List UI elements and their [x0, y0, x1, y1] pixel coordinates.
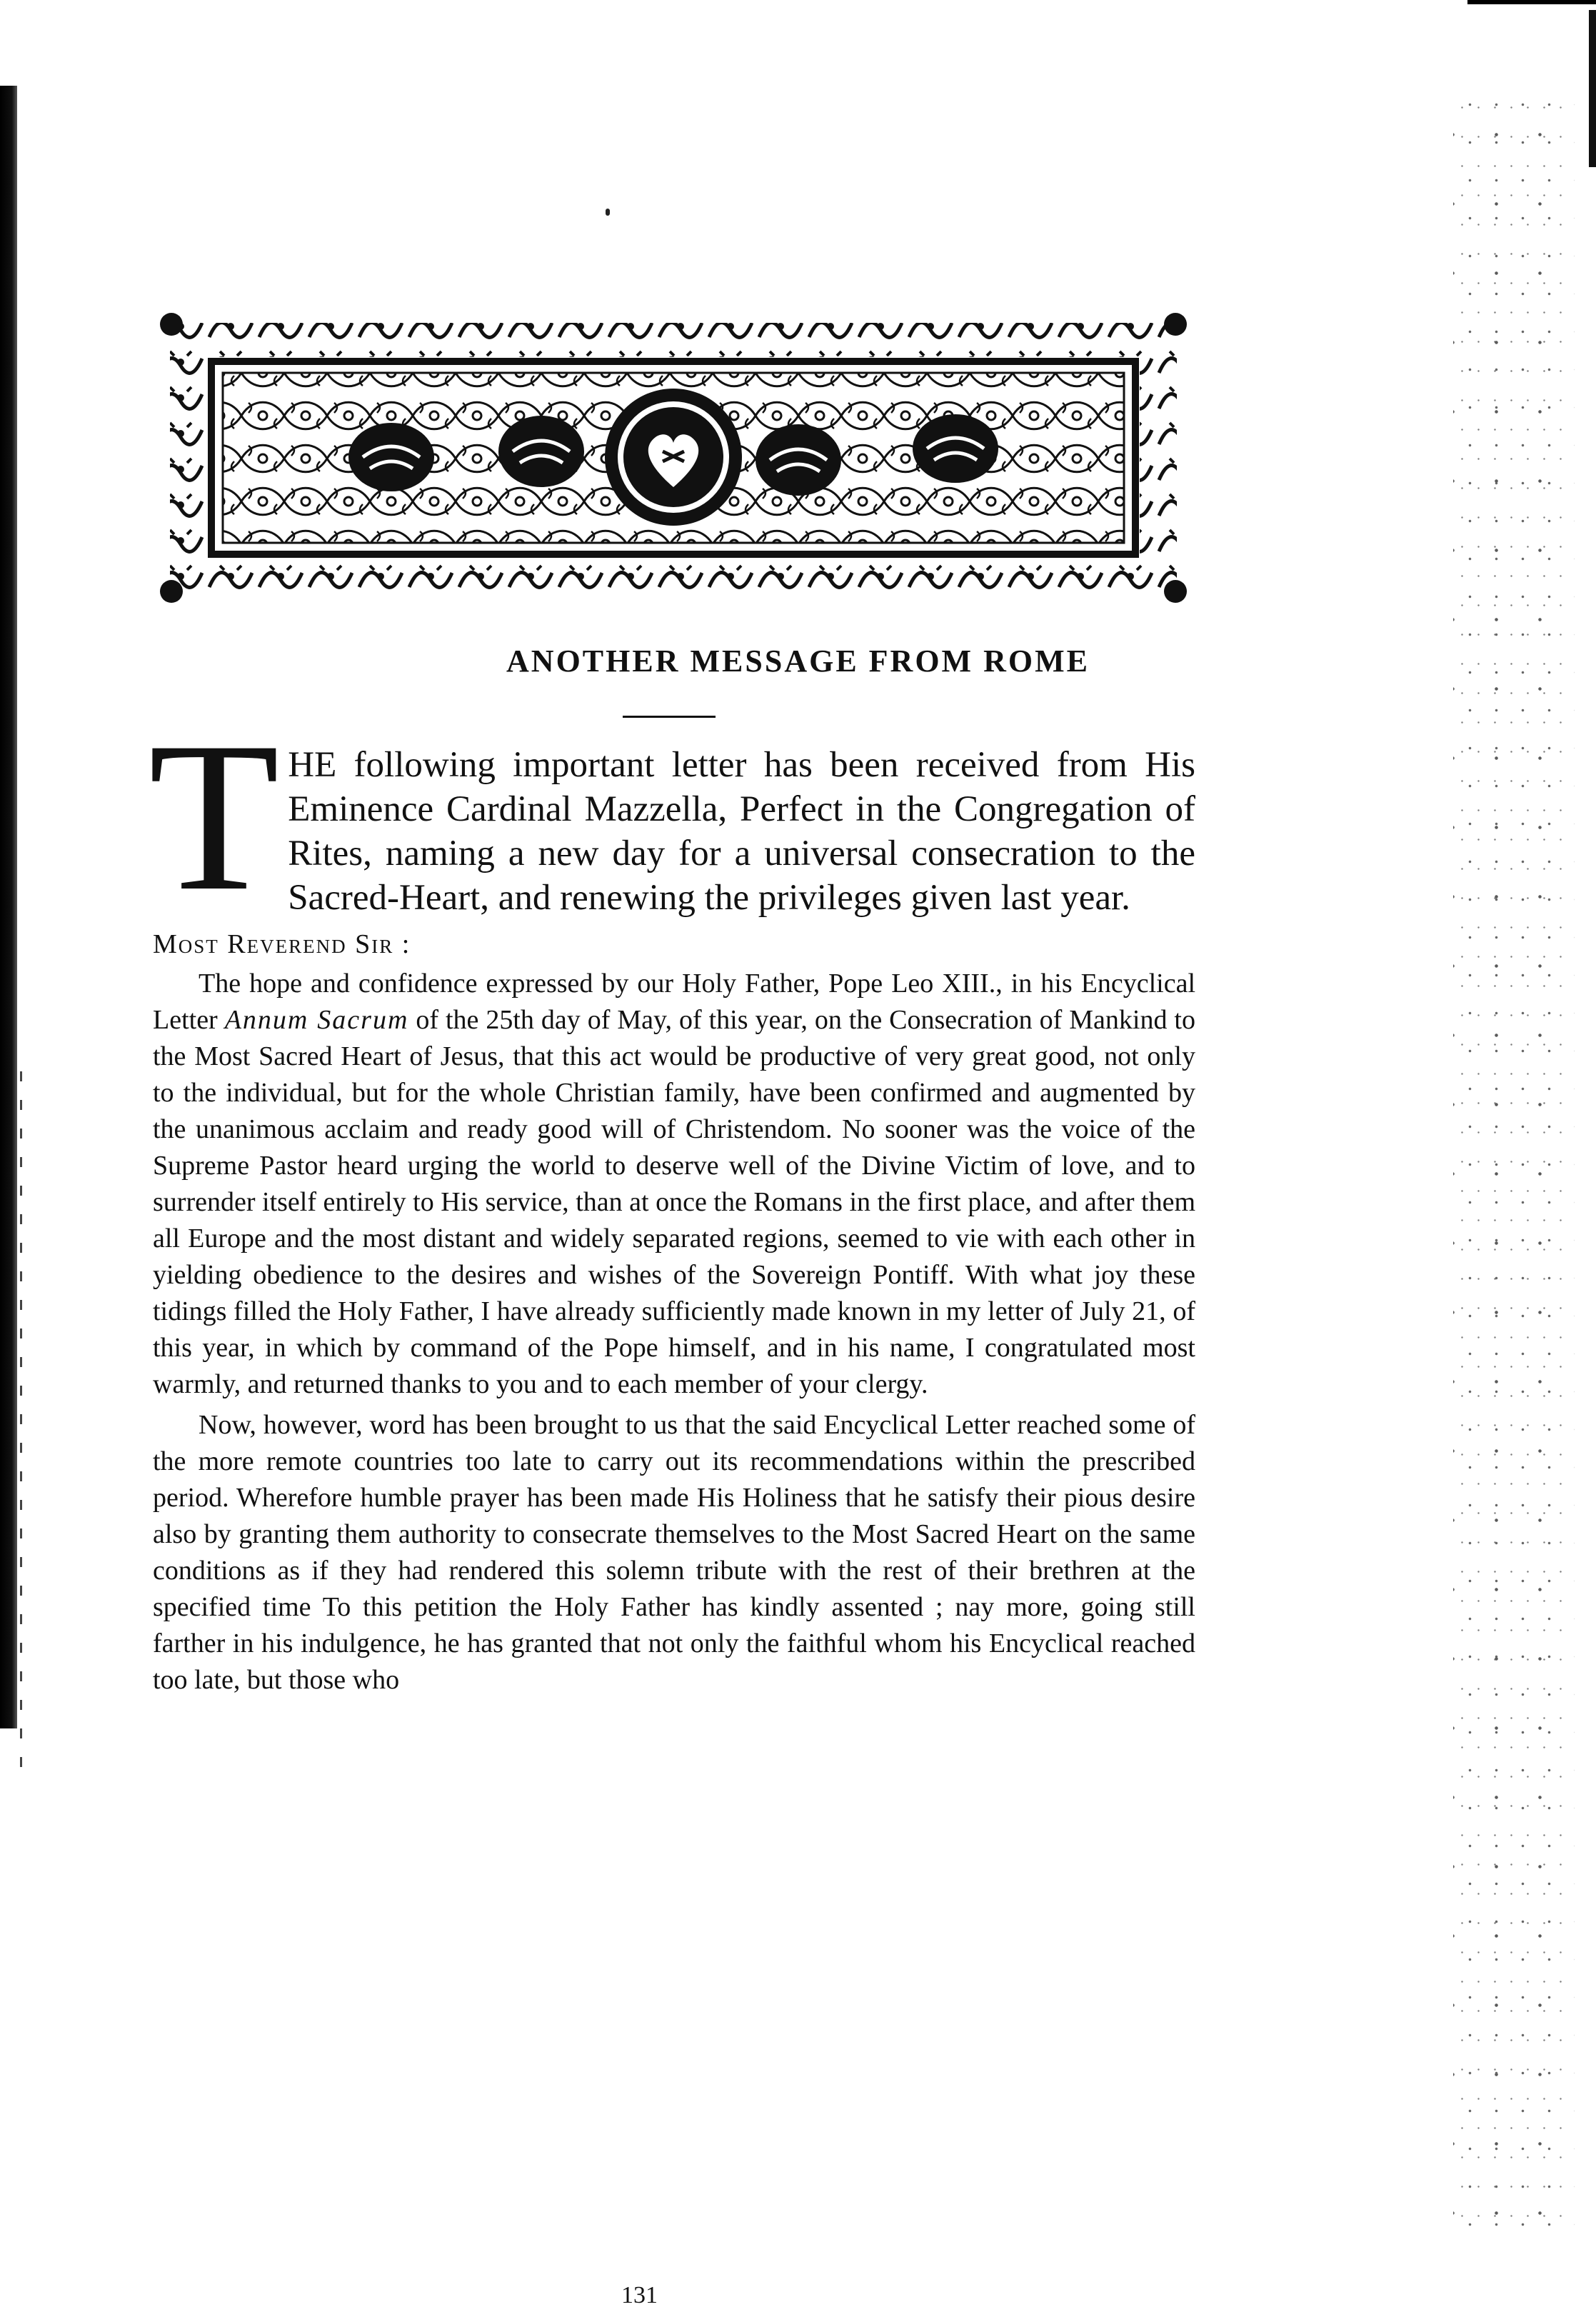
scan-edge-left-faint — [20, 1071, 22, 1786]
scan-edge-top-right — [1467, 0, 1596, 17]
paragraph-1 — [153, 966, 1195, 1403]
scan-edge-right — [1589, 10, 1596, 167]
page-number: 131 — [621, 2282, 658, 2308]
lead-text: HE following important letter has been received from His Eminence Cardinal Mazzella, Perfect in the Congregation of Rites, naming a new day for a universal consecration to the Sacred-Heart, and renewing the privileges given last year. — [288, 745, 1195, 918]
drop-cap: T — [149, 698, 280, 935]
encyclical-title: Annum Sacrum — [224, 1005, 409, 1035]
article-title: ANOTHER MESSAGE FROM ROME — [506, 644, 1090, 679]
paragraph-2: Now, however, word has been brought to us that the said Encyclical Letter reached some of the more remote countries too late to carry out its recommendations within the prescribed period. Wherefore humble prayer has been made His Holiness that he satisfy their pious desire also by granting them authority to consecrate themselves to the Most Sacred Heart on the same conditions as if they had rendered this solemn tribute with the rest of their brethren at the specified time To this petition the Holy Father has kindly assented ; nay more, going still farther in his indulgence, he has granted that not only the faithful whom his Encyclical reached too late, but those who — [153, 1410, 1195, 1695]
article-body — [149, 698, 1195, 1698]
scan-speckle — [1453, 86, 1575, 2228]
floral-headpiece-icon — [156, 309, 1191, 607]
lead-paragraph — [149, 698, 1195, 935]
title-rule — [623, 716, 716, 718]
paragraph-1-part-b: of the 25th day of May, of this year, on the Consecration of Mankind to the Most Sacred Heart of Jesus, that this act would be productive of very great good, not only to the individual, but for the whole Christian family, have been confirmed and augmented by the unanimous acclaim and ready good will of Christendom. No sooner was the voice of the Supreme Pastor heard urging the world to deserve well of the Divine Victim of love, and to surrender itself entirely to His service, than at once the Romans in the first place, and after them all Europe and the most distant and widely separated regions, seemed to vie with each other in yielding obedience to the desires and wishes of the Sovereign Pontiff. With what joy these tidings filled the Holy Father, I have already sufficiently made known in my letter of July 21, of this year, in which by command of the Pope himself, and in his name, I congratulated most warmly, and returned thanks to you and to each member of your clergy. — [153, 1005, 1195, 1399]
scan-edge-left — [0, 86, 17, 1728]
paragraph-1-part-a: The hope and confidence expressed by our Holy Father, Pope Leo XIII., in his Encyclical Letter — [153, 969, 1195, 1035]
scan-dot — [606, 209, 610, 216]
salutation: Most Reverend Sir : — [153, 929, 411, 959]
